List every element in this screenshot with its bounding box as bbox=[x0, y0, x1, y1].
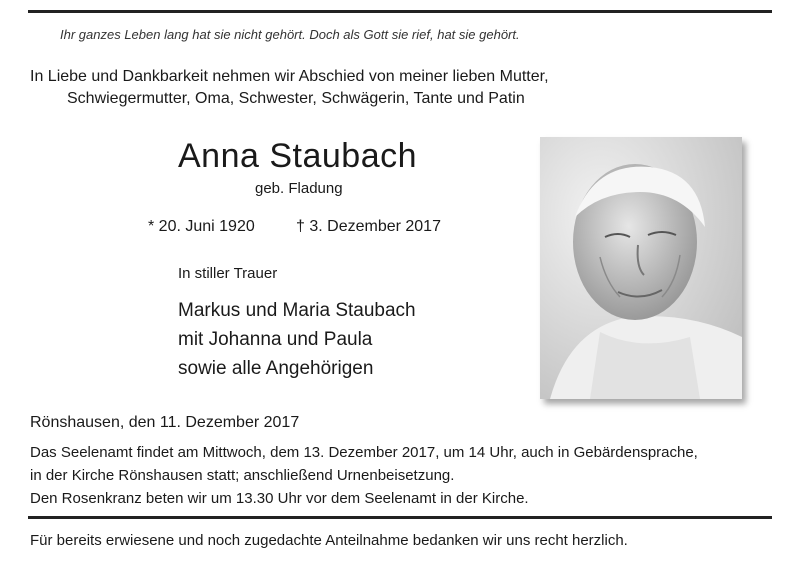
mourner-line: sowie alle Angehörigen bbox=[178, 358, 374, 379]
portrait-photo bbox=[540, 137, 742, 399]
place-date: Rönshausen, den 11. Dezember 2017 bbox=[30, 414, 300, 431]
service-line: Den Rosenkranz beten wir um 13.30 Uhr vor dem Seelenamt in der Kirche. bbox=[30, 490, 529, 507]
intro-line-1: In Liebe und Dankbarkeit nehmen wir Abschied von meiner lieben Mutter, bbox=[30, 68, 549, 85]
intro-line-2: Schwiegermutter, Oma, Schwester, Schwägerin, Tante und Patin bbox=[67, 90, 525, 107]
deceased-name: Anna Staubach bbox=[178, 137, 418, 175]
service-line: Das Seelenamt findet am Mittwoch, dem 13. Dezember 2017, um 14 Uhr, auch in Gebärdensprache, bbox=[30, 444, 698, 461]
portrait-image bbox=[540, 137, 742, 399]
bottom-rule bbox=[28, 516, 772, 519]
mourner-line: mit Johanna und Paula bbox=[178, 329, 373, 350]
birth-date: * 20. Juni 1920 bbox=[148, 218, 255, 235]
mourner-line: Markus und Maria Staubach bbox=[178, 300, 416, 321]
maiden-name: geb. Fladung bbox=[255, 180, 343, 197]
top-rule bbox=[28, 10, 772, 13]
mourning-intro: In stiller Trauer bbox=[178, 265, 278, 282]
death-date: † 3. Dezember 2017 bbox=[296, 218, 441, 235]
thanks-note: Für bereits erwiesene und noch zugedachte Anteilnahme bedanken wir uns recht herzlich. bbox=[30, 532, 628, 549]
service-line: in der Kirche Rönshausen statt; anschließend Urnenbeisetzung. bbox=[30, 467, 455, 484]
epigraph: Ihr ganzes Leben lang hat sie nicht gehört. Doch als Gott sie rief, hat sie gehört. bbox=[60, 27, 520, 42]
